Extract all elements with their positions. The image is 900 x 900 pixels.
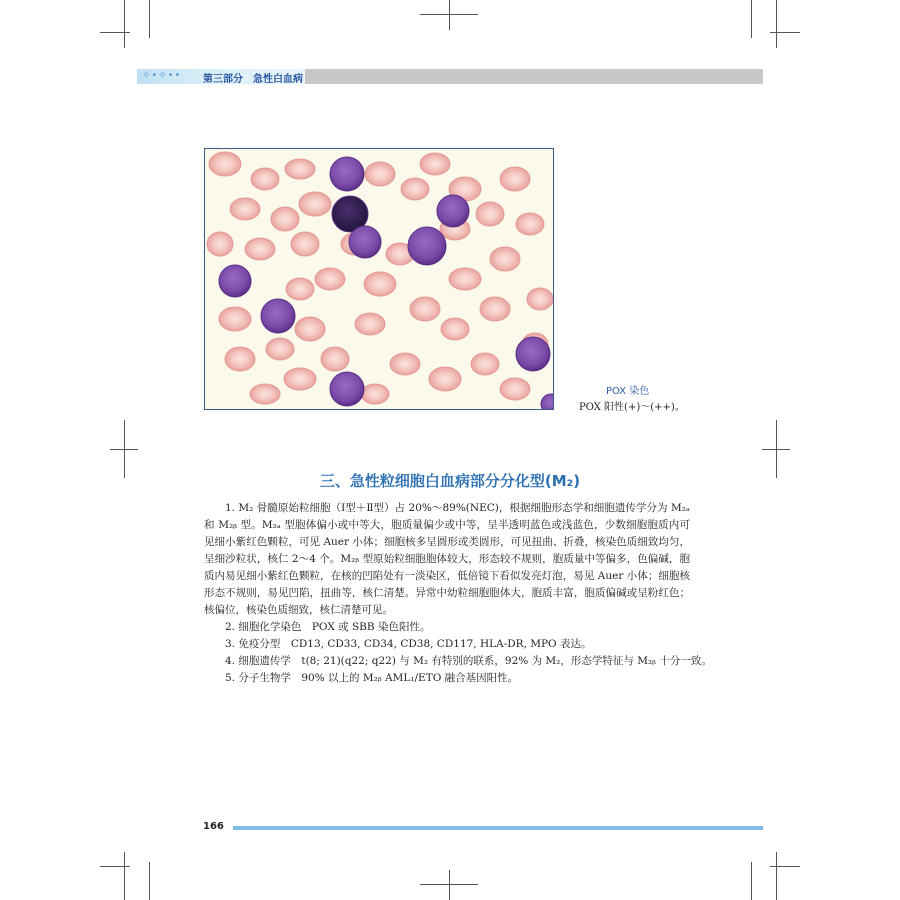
crop-mark [751, 0, 752, 38]
crop-mark [449, 870, 450, 900]
section-heading: 三、急性粒细胞白血病部分分化型(M₂) [319, 472, 581, 490]
micrograph-figure [204, 148, 554, 410]
crop-mark [124, 852, 125, 900]
crop-mark [149, 0, 150, 38]
crop-mark [420, 884, 478, 885]
header-decoration: ✧•✧•• [142, 70, 182, 81]
body-text [204, 500, 712, 687]
crop-mark [751, 862, 752, 900]
figure-caption-title: POX 染色 [606, 386, 650, 397]
crop-mark [100, 32, 130, 33]
crop-mark [420, 14, 478, 15]
list-item: 5. 分子生物学 90% 以上的 M₂ᵦ AML₁/ETO 融合基因阳性。 [225, 672, 519, 684]
crop-mark [770, 866, 800, 867]
page-number: 166 [203, 821, 224, 832]
crop-mark [100, 866, 130, 867]
list-item: 4. 细胞遗传学 t(8; 21)(q22; q22) 与 M₂ 有特别的联系，92% 为 M₂，形态学特征与 M₂ᵦ 十分一致。 [225, 655, 712, 667]
crop-mark [776, 0, 777, 48]
running-header-title: 第三部分 急性白血病 [203, 74, 303, 85]
crop-mark [449, 0, 450, 30]
footer-rule [233, 826, 763, 830]
figure-caption-text: POX 阳性(+)～(++)。 [579, 402, 685, 413]
blood-smear-image [205, 149, 553, 409]
crop-mark [770, 32, 800, 33]
crop-mark [776, 852, 777, 900]
list-item: 2. 细胞化学染色 POX 或 SBB 染色阳性。 [225, 621, 431, 633]
body-paragraph: 1. M₂ 骨髓原始粒细胞（Ⅰ型＋Ⅱ型）占 20%～89%(NEC)，根据细胞形态学和细胞遗传学分为 M₂ₐ 和 M₂ᵦ 型。M₂ₐ 型胞体偏小或中等大，胞质量偏少或中等，呈半透明蓝色或浅蓝色，少数细胞胞质内可见细小紫红色颗粒，可见 Auer 小体；细胞核多呈圆形或类圆形，可见扭曲、折叠，核染色质细致均匀，呈细沙粒状，核仁 2～4 个。M₂ᵦ 型原始粒细胞胞体较大，形态较不规则，胞质量中等偏多，色偏碱，胞质内易见细小紫红色颗粒，在核的凹陷处有一淡染区，低倍镜下看似发亮灯泡，易见 Auer 小体；细胞核形态不规则，易见凹陷，扭曲等，核仁清楚。异常中幼粒细胞胞体大，胞质丰富，胞质偏碱或呈粉红色；核偏位，核染色质细致，核仁清楚可见。 [204, 502, 690, 616]
list-item: 3. 免疫分型 CD13, CD33, CD34, CD38, CD117, HLA-DR, MPO 表达。 [225, 638, 592, 650]
crop-mark [149, 862, 150, 900]
crop-mark [124, 0, 125, 48]
